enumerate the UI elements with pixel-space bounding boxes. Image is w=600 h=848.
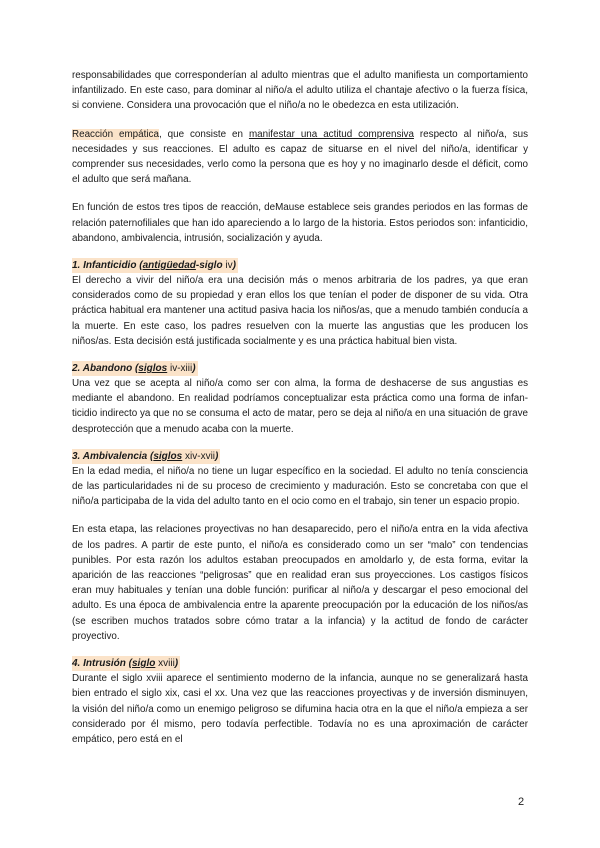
section-heading-intrusion: 4. Intrusión (siglo xviii) [72,658,179,670]
section-heading-ambivalencia: 3. Ambivalencia (siglos xiv-xvii) [72,450,219,462]
section-heading-infanticidio: 1. Infanticidio (antigüedad-siglo iv) [72,260,236,272]
section-body-ambivalencia-2: En esta etapa, las relaciones proyectivas no han desaparecido, pero el niño/a entra en la vida afectiva de los padres. A partir de este punto, el niño/a es considerado como un ser “malo” con tendencias punibles. Por esta razón los adultos estaban preocupados en amoldarlo y, de esta forma, evitar la aparición de las reacciones “peligrosas” que en realidad eran sus proyecciones. Los castigos físicos eran muy habituales y tenían una doble función: purificar al niño/a y descargar el peso emocional del adulto. Es una época de ambivalencia entre la aparente preocupación por la educación de los niños/as (se escriben muchos tratados sobre cómo tratar a la infancia) y la actitud de fondo de carácter proyectivo. [72,524,528,642]
section-heading-abandono: 2. Abandono (siglos iv-xiii) [72,363,196,375]
section-body-abandono: Una vez que se acepta al niño/a como ser con alma, la forma de deshacerse de sus angustias es mediante el abandono. En realidad podríamos conceptualizar esta práctica como una forma de infan- ticidio indirecto ya que no se consuma el acto de matar, pero se deja al niño/a en una situación de grave desprotección que a menudo acaba con la muerte. [72,378,528,435]
paragraph-funcion: En función de estos tres tipos de reacción, deMause establece seis grandes periodos en las formas de relación paternofiliales que han ido apareciendo a lo largo de la historia. Estos periodos son: infanticidio, abandono, ambivalencia, intrusión, socialización y ayuda. [72,202,528,244]
paragraph-intro: responsabilidades que corresponderían al adulto mientras que el adulto manifiesta un comportamiento infantilizado. En este caso, para dominar al niño/a el adulto utiliza el chantaje afectivo o la fuerza física, si conviene. Considera una provocación que el niño/a no le obedezca en esta utilización. [72,70,528,112]
underlined-phrase: manifestar una actitud comprensiva [248,128,414,140]
paragraph-reaccion-empatica: Reacción empática, que consiste en manifestar una actitud comprensiva respecto al niño/a, sus necesidades y sus reacciones. El adulto es capaz de situarse en el nivel del niño/a, identificar y comprender sus necesidades, verlo como la persona que es hoy y no imaginarlo desde el déficit, como el adulto que será mañana. [72,128,529,186]
document-page [72,68,528,747]
section-body-intrusion: Durante el siglo xviii aparece el sentimiento moderno de la infancia, aunque no se generalizará hasta bien entrado el siglo xix, casi el xx. Una vez que las reacciones proyectivas y de inversión disminuyen, la visión del niño/a como un enemigo peligroso se difumina hacia otra en la que el niño/a empieza a ser considerado por él mismo, pero todavía perfectible. Todavía no es una aproximación de carácter empático, pero está en el [72,673,528,745]
page-number: 2 [518,796,525,808]
term-reaccion-empatica: Reacción empática [72,128,159,140]
section-body-ambivalencia: En la edad media, el niño/a no tiene un lugar específico en la sociedad. El adulto no tenía consciencia de las particularidades ni de su proceso de crecimiento y maduración. Esto se concretaba con que el niño/a participaba de la vida del adulto tanto en el ocio como en el trabajo, sin tener un espacio propio. [72,465,528,508]
section-body-infanticidio: El derecho a vivir del niño/a era una decisión más o menos arbitraria de los padres, ya que eran considerados como de su propiedad y eran ellos los que tenían el poder de disponer de su vida. Otra práctica habitual era mantener una actitud pasiva hacia los niños/as, que a menudo también conducía a la muerte. En este caso, los padres resuelven con la muerte las angustias que les producen los niños/as. Esta decisión está justificada socialmente y es una práctica habitual bien vista. [72,275,528,347]
